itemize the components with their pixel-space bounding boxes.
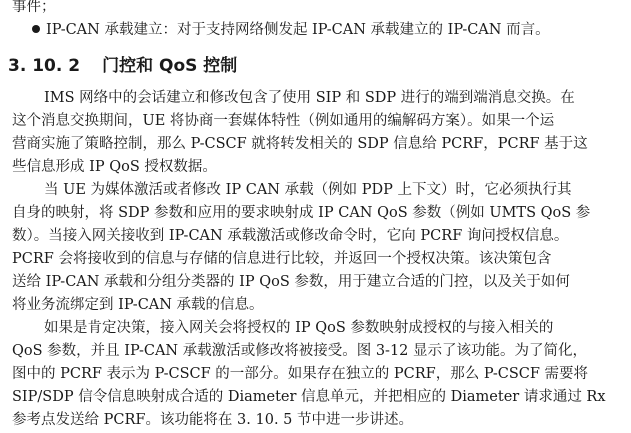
bullet-icon: [32, 25, 40, 33]
paragraph-line: 图中的 PCRF 表示为 P-CSCF 的一部分。如果存在独立的 PCRF，那么 P-CSCF 需要将: [12, 366, 589, 382]
section-heading: [8, 54, 237, 78]
bullet-text: IP-CAN 承载建立：对于支持网络侧发起 IP-CAN 承载建立的 IP-CAN 而言。: [46, 22, 550, 38]
paragraph-line: SIP/SDP 信令信息映射成合适的 Diameter 信息单元，并把相应的 Diameter 请求通过 Rx: [12, 389, 606, 405]
paragraph-line: 营商实施了策略控制，那么 P-CSCF 就将转发相关的 SDP 信息给 PCRF，PCRF 基于这: [12, 136, 588, 152]
text-line: 事件；: [12, 0, 56, 15]
paragraph-line: PCRF 会将接收到的信息与存储的信息进行比较，并返回一个授权决策。该决策包含: [12, 251, 552, 267]
paragraph-line: 如果是肯定决策，接入网关会将授权的 IP QoS 参数映射成授权的与接入相关的: [44, 320, 554, 336]
paragraph-line: 数）。当接入网关接收到 IP-CAN 承载激活或修改命令时，它向 PCRF 询问授权信息。: [12, 228, 569, 244]
paragraph-line: IMS 网络中的会话建立和修改包含了使用 SIP 和 SDP 进行的端到端消息交换。在: [44, 90, 575, 106]
paragraph-line: 送给 IP-CAN 承载和分组分类器的 IP QoS 参数，用于建立合适的门控，以及关于如何: [12, 274, 570, 290]
paragraph-line: 些信息形成 IP QoS 授权数据。: [12, 159, 217, 175]
paragraph-line: 自身的映射，将 SDP 参数和应用的要求映射成 IP CAN QoS 参数（例如 UMTS QoS 参: [12, 205, 591, 221]
paragraph-line: 当 UE 为媒体激活或者修改 IP CAN 承载（例如 PDP 上下文）时，它必须执行其: [44, 182, 572, 198]
section-title: 门控和 QoS 控制: [102, 56, 238, 76]
paragraph-line: QoS 参数，并且 IP-CAN 承载激活或修改将被接受。图 3-12 显示了该功能。为了简化，: [12, 343, 588, 359]
paragraph-line: 这个消息交换期间，UE 将协商一套媒体特性（例如通用的编解码方案）。如果一个运: [12, 113, 555, 129]
bullet-item: [32, 19, 550, 41]
paragraph-line: 将业务流绑定到 IP-CAN 承载的信息。: [12, 297, 264, 313]
section-number: 3. 10. 2: [8, 56, 81, 76]
paragraph-line: 参考点发送给 PCRF。该功能将在 3. 10. 5 节中进一步讲述。: [12, 412, 413, 428]
